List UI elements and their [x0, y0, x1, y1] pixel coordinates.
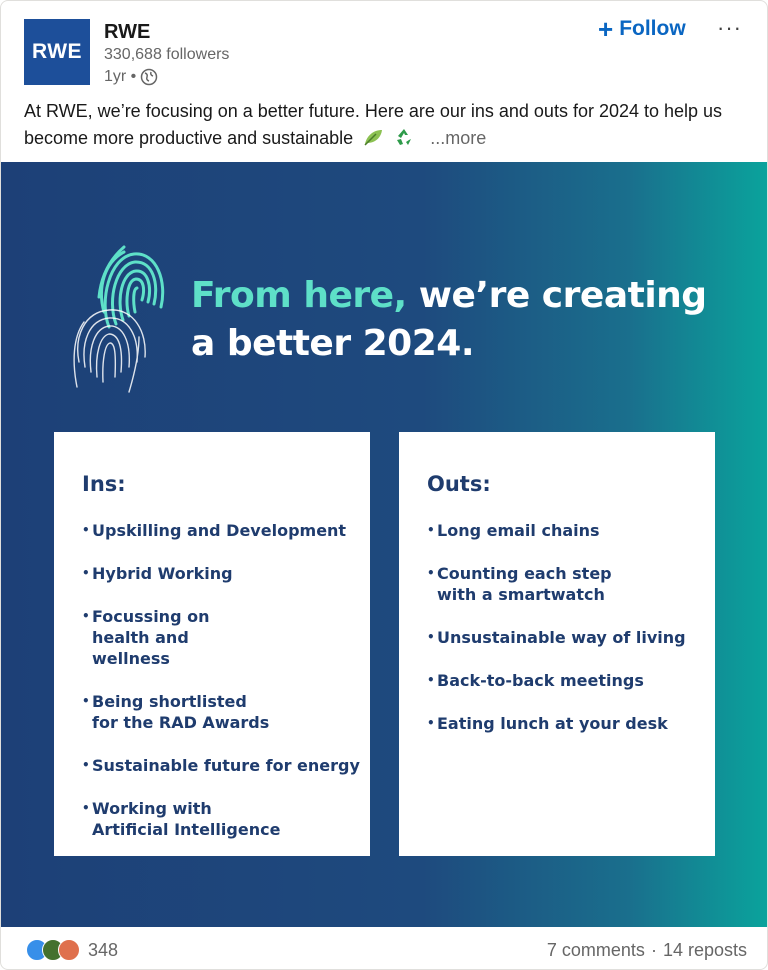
globe-icon: [140, 68, 158, 86]
see-more-link[interactable]: ...more: [430, 128, 487, 148]
headline-line2: a better 2024.: [191, 323, 475, 364]
post-age: 1yr •: [104, 68, 137, 85]
follower-count: 330,688 followers: [104, 46, 230, 63]
outs-item: • Back-to-back meetings: [427, 670, 707, 691]
post-body: At RWE, we’re focusing on a better future. Here are our ins and outs for 2024 to help us become more productive and sustainable: [24, 101, 723, 148]
ins-item: • Focussing on health and wellness: [82, 606, 272, 669]
plus-icon: +: [598, 14, 614, 44]
ins-list: [82, 520, 362, 862]
engagement-stats: [547, 940, 747, 961]
reaction-count: 348: [88, 939, 119, 960]
company-logo[interactable]: RWE: [24, 19, 90, 85]
love-reaction-icon: [58, 939, 80, 961]
reactions-summary[interactable]: [26, 939, 118, 961]
outs-item: • Counting each step with a smartwatch: [427, 563, 617, 605]
ins-title: Ins:: [82, 472, 126, 496]
company-name[interactable]: RWE: [104, 21, 151, 43]
more-dots-icon[interactable]: ···: [717, 15, 742, 40]
headline-accent: From here,: [191, 275, 407, 316]
ins-item: • Working with Artificial Intelligence: [82, 798, 292, 840]
stats-separator: ·: [650, 940, 657, 960]
post-time: [104, 68, 158, 86]
post-header: [1, 1, 767, 97]
follow-button[interactable]: [598, 14, 686, 44]
outs-panel: [399, 432, 715, 856]
outs-item: • Long email chains: [427, 520, 707, 541]
post-text: [24, 98, 744, 152]
ins-panel: [54, 432, 370, 856]
headline-rest: we’re creating: [406, 275, 707, 316]
comments-link[interactable]: 7 comments: [546, 940, 645, 960]
ins-item: • Being shortlisted for the RAD Awards: [82, 691, 272, 733]
outs-title: Outs:: [427, 472, 491, 496]
leaf-emoji: [362, 127, 384, 147]
fingerprint-icon: [69, 242, 169, 397]
reposts-link[interactable]: 14 reposts: [662, 940, 747, 960]
ins-item: • Upskilling and Development: [82, 520, 362, 541]
recycle-emoji: [393, 127, 415, 147]
graphic-headline: [191, 272, 707, 368]
ins-item: • Sustainable future for energy: [82, 755, 362, 776]
outs-item: • Unsustainable way of living: [427, 627, 707, 648]
follow-label: Follow: [619, 17, 686, 40]
outs-item: • Eating lunch at your desk: [427, 713, 707, 734]
post-image[interactable]: [1, 162, 767, 927]
outs-list: [427, 520, 707, 756]
ins-item: • Hybrid Working: [82, 563, 362, 584]
social-counts-bar: [1, 927, 767, 970]
